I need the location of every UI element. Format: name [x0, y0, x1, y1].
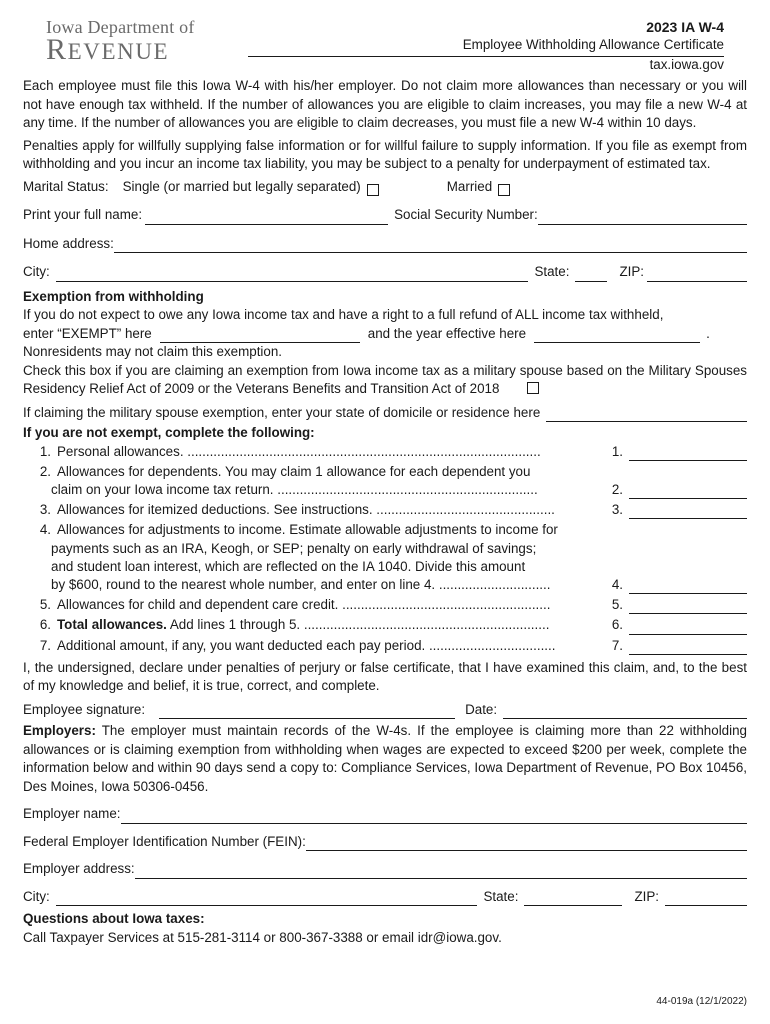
date-field[interactable] — [503, 704, 747, 719]
married-label: Married — [446, 178, 493, 194]
employer-state-label: State: — [483, 888, 519, 904]
exempt-entry-row: enter “EXEMPT” here and the year effective here . — [23, 325, 747, 344]
form-code: 44-019a (12/1/2022) — [656, 996, 747, 1007]
married-checkbox[interactable] — [498, 184, 510, 196]
line-2-dependents: 2. Allowances for dependents. You may claim 1 allowance for each dependent you — [39, 463, 531, 479]
single-label: Single (or married but legally separated) — [122, 178, 361, 194]
zip-field[interactable] — [647, 267, 747, 282]
employer-state-field[interactable] — [524, 891, 622, 906]
intro-paragraph: Each employee must file this Iowa W-4 with his/her employer. Do not claim more allowances than necessary or you will not have enough tax withheld. If the number of allowances you are eligible to claim increases, you may file a new W-4 at any time. If the number of allowances you are eligible to claim decreases, you must file a new W-4 within 10 days. — [23, 78, 747, 130]
line-1-personal: 1. Personal allowances. ............................................................................................... 1. — [23, 443, 747, 461]
single-checkbox[interactable] — [367, 184, 379, 196]
line-4-cont-2: and student loan interest, which are reflected on the IA 1040. Divide this amount — [51, 558, 526, 574]
questions-text: Call Taxpayer Services at 515-281-3114 or 800-367-3388 or email idr@iowa.gov. — [23, 929, 502, 945]
questions-heading: Questions about Iowa taxes: — [23, 911, 205, 927]
employer-city-label: City: — [23, 888, 50, 904]
line-7-additional: 7. Additional amount, if any, you want deducted each pay period. .................................. 7. — [23, 637, 747, 655]
form-header — [23, 0, 747, 70]
line-5-field[interactable] — [629, 599, 747, 614]
city-field[interactable] — [56, 267, 529, 282]
line-6-field[interactable] — [629, 620, 747, 635]
domicile-field[interactable] — [546, 407, 747, 422]
employer-zip-label: ZIP: — [634, 888, 659, 904]
home-address-label: Home address: — [23, 235, 114, 251]
penalty-paragraph: Penalties apply for willfully supplying false information or for willful failure to supply information. If you file as exempt from withholding and you incur an income tax liability, you may be subject to a penalty for underpayment of estimated tax. — [23, 137, 747, 171]
name-field[interactable] — [145, 210, 388, 225]
employer-city-row — [23, 888, 747, 907]
ssn-field[interactable] — [538, 210, 747, 225]
military-spouse-text: Check this box if you are claiming an exemption from Iowa income tax as a military spouse based on the Military Spouses Residency Relief Act of 2009 or the Veterans Benefits and Transition Act of 2018 — [23, 362, 747, 396]
employer-city-field[interactable] — [56, 891, 478, 906]
employer-name-label: Employer name: — [23, 806, 121, 822]
signature-label: Employee signature: — [23, 701, 146, 717]
allowances-heading: If you are not exempt, complete the following: — [23, 425, 315, 440]
domicile-row — [23, 404, 747, 423]
exempt-field[interactable] — [160, 328, 360, 343]
line-4-cont-1: payments such as an IRA, Keogh, or SEP; penalty on early withdrawal of savings; — [51, 540, 537, 556]
form-title: Employee Withholding Allowance Certificate — [462, 37, 724, 52]
signature-field[interactable] — [159, 704, 455, 719]
header-titles — [463, 18, 724, 54]
website: tax.iowa.gov — [649, 57, 724, 72]
signature-row — [23, 701, 747, 720]
form-id: 2023 IA W-4 — [646, 19, 724, 35]
year-effective-field[interactable] — [534, 328, 700, 343]
employer-name-field[interactable] — [121, 809, 748, 824]
domicile-label: If claiming the military spouse exemption, enter your state of domicile or residence here — [23, 404, 541, 420]
nonresident-note: Nonresidents may not claim this exemption. — [23, 344, 282, 359]
name-label: Print your full name: — [23, 207, 143, 222]
logo-main-text: REVENUE — [46, 33, 170, 66]
line-5-child-care: 5. Allowances for child and dependent care credit. ........................................................ 5. — [23, 596, 747, 614]
military-spouse-row — [23, 362, 747, 399]
exempt-entry-label: enter “EXEMPT” here — [23, 325, 152, 341]
exemption-line-1: If you do not expect to owe any Iowa income tax and have a right to a full refund of ALL income tax withheld, — [23, 307, 664, 322]
employer-zip-field[interactable] — [665, 891, 747, 906]
line-4-adjustments: 4. Allowances for adjustments to income. Estimate allowable adjustments to income for — [39, 522, 558, 538]
marital-status-label: Marital Status: — [23, 178, 109, 194]
line-1-field[interactable] — [629, 446, 747, 461]
fein-label: Federal Employer Identification Number (FEIN): — [23, 833, 306, 849]
name-row — [23, 206, 747, 225]
marital-status-row — [23, 178, 747, 197]
line-4-field[interactable] — [629, 579, 747, 594]
military-spouse-checkbox[interactable] — [527, 382, 539, 394]
line-3-itemized: 3. Allowances for itemized deductions. See instructions. ................................................ 3. — [23, 501, 747, 519]
state-label: State: — [534, 264, 570, 279]
declaration: I, the undersigned, declare under penalties of perjury or false certificate, that I have examined this claim, and, to the best of my knowledge and belief, it is true, correct, and complete. — [23, 659, 747, 694]
line-3-field[interactable] — [629, 504, 747, 519]
exemption-heading: Exemption from withholding — [23, 288, 204, 304]
state-field[interactable] — [575, 267, 607, 282]
employer-name-row — [23, 805, 747, 824]
employer-address-row — [23, 860, 747, 879]
employer-address-field[interactable] — [135, 864, 747, 879]
employer-address-label: Employer address: — [23, 861, 135, 877]
year-effective-label: and the year effective here — [367, 325, 527, 341]
city-row — [23, 263, 747, 282]
zip-label: ZIP: — [619, 264, 644, 279]
line-7-field[interactable] — [629, 640, 747, 655]
employers-paragraph: Employers: The employer must maintain records of the W-4s. If the employee is claiming more than 22 withholding allowances or is claiming exemption from withholding when wages are expected to exceed $200 per week, complete the information below and within 90 days send a copy to: Compliance Services, Iowa Department of Revenue, PO Box 10456, Des Moines, Iowa 50306-0456. — [23, 723, 747, 794]
fein-row — [23, 833, 747, 852]
line-6-total: 6. Total allowances. Add lines 1 through 5. .................................................................. 6. — [23, 616, 747, 634]
city-label: City: — [23, 264, 50, 279]
ssn-label: Social Security Number: — [394, 207, 538, 222]
line-2-field[interactable] — [629, 484, 747, 499]
line-4-cont-3: by $600, round to the nearest whole number, and enter on line 4. .............................. 4. — [23, 576, 747, 594]
date-label: Date: — [465, 701, 498, 717]
logo-top-text: Iowa Department of — [46, 17, 195, 37]
home-address-row — [23, 235, 747, 254]
iowa-revenue-logo — [46, 18, 195, 67]
home-address-field[interactable] — [114, 238, 747, 253]
fein-field[interactable] — [306, 836, 747, 851]
line-2-continued: claim on your Iowa income tax return. ...................................................................... 2. — [23, 481, 747, 499]
